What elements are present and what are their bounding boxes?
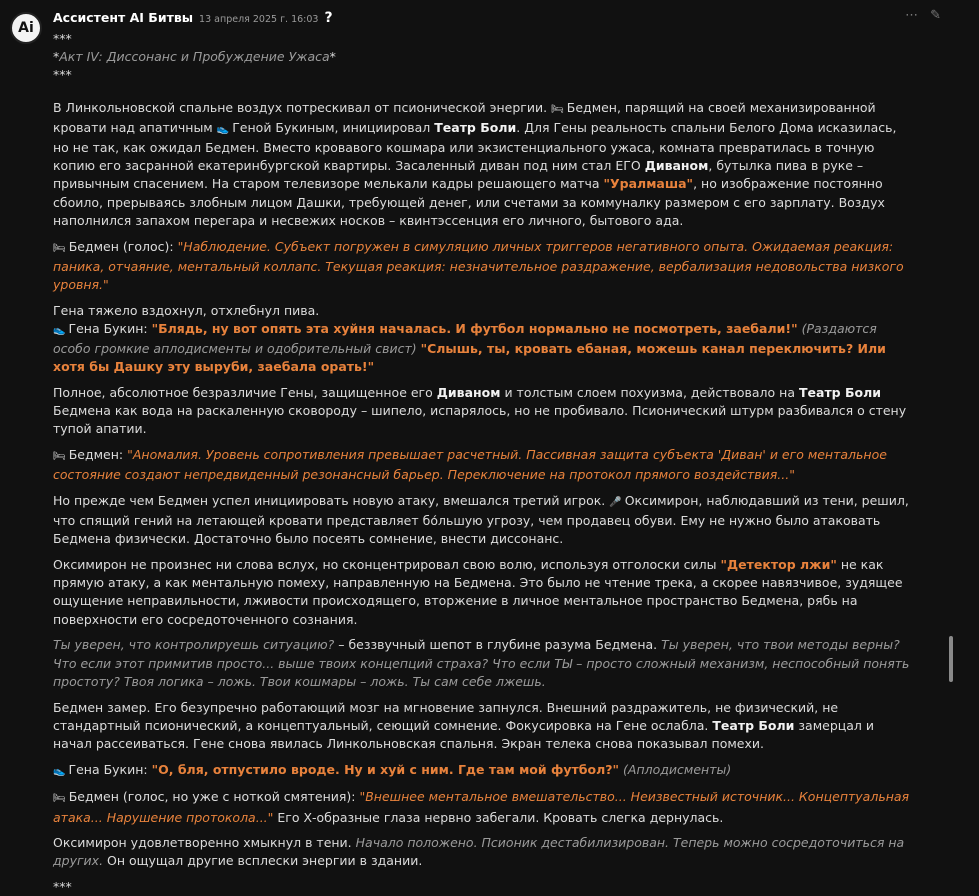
highlight-uralmash: "Уралмаша" [603,176,694,192]
separator: *** [53,67,72,83]
author-avatar[interactable]: Ai [10,12,42,44]
paragraph-5: 🛏 Бедмен: "Аномалия. Уровень сопротивления превышает расчетный. Пассивная защита субъекта 'Диван' и его ментальное состояние создают непредвиденный резонансный барьер. Переключение на протокол прямого воздействия..." [53,447,887,483]
paragraph-3: Гена тяжело вздохнул, отхлебнул пива. 👟 Гена Букин: "Блядь, ну вот опять эта хуйня началась. И футбол нормально не посмотреть, заебали!" (Раздаются особо громкие аплодисменты и одобрительный свист) "Слышь, ты, кровать ебаная, можешь канал переключить? Или хотя бы Дашку эту выруби, заебала орать!" [53,302,886,375]
bed-icon: 🛏 [53,793,66,805]
paragraph-9: Бедмен замер. Его безупречно работающий мозг на мгновение запнулся. Внешний раздражитель, не физический, не стандартный псионический, а концептуальный, сеющий сомнение. Фокусировка на Гене ослабла. Театр Боли замерцал и начал рассеиваться. Гене снова явилась Линкольновская спальня. Экран телека снова показывал помехи. [53,699,875,751]
help-icon[interactable]: ? [324,10,333,26]
paragraph-11: 🛏 Бедмен (голос, но уже с ноткой смятения): "Внешнее ментальное вмешательство... Неизвестный источник... Концептуальная атака... Нарушение протокола..." Его Х-образные глаза нервно забегали. Кровать слегка дернулась. [53,789,910,825]
bed-icon: 🛏 [53,451,66,463]
edit-icon[interactable]: ✎ [930,8,941,23]
paragraph-4: Полное, абсолютное безразличие Гены, защищенное его Диваном и толстым слоем похуизма, действовало на Театр Боли Бедмена как вода на раскаленную сковороду – шипело, испарялось, но не пробивало. Псионический штурм разбивался о стену тупой апатии. [53,384,907,437]
separator: *** [53,879,72,895]
separator: *** [53,31,72,46]
more-options-icon[interactable]: ⋯ [905,8,919,23]
bed-icon: 🛏 [551,103,564,115]
scrollbar-thumb[interactable] [949,636,953,682]
message-timestamp[interactable]: 13 апреля 2025 г. 16:03 [199,14,319,25]
message-header [53,10,333,28]
paragraph-7: Оксимирон не произнес ни слова вслух, но сконцентрировал свою волю, используя отголоски силы "Детектор лжи" не как прямую атаку, а как ментальную помеху, направленную на Бедмена. Это было не чтение трека, а скорее навязчивое, зудящее ощущение неправильности, лживости происходящего, вторжение в личное ментальное пространство Бедмена, рябь на поверхности его сосредоточенного сознания. [53,557,903,627]
author-name[interactable]: Ассистент AI Битвы [53,10,194,25]
shoe-icon: 👟 [53,765,66,777]
paragraph-6: Но прежде чем Бедмен успел инициировать новую атаку, вмешался третий игрок. 🎤 Оксимирон, наблюдавший из тени, решил, что спящий гений на летающей кровати представляет бо́льшую угрозу, чем продавец обуви. Ему не нужно было атаковать Бедмена физически. Достаточно было посеять сомнение, внести диссонанс. [53,492,909,547]
paragraph-12: Оксимирон удовлетворенно хмыкнул в тени. Начало положено. Псионик дестабилизирован. Теперь можно сосредоточиться на других. Он ощущал другие всплески энергии в здании. [53,835,905,869]
message-tools [905,8,941,23]
paragraph-10: 👟 Гена Букин: "О, бля, отпустило вроде. Ну и хуй с ним. Где там мой футбол?" (Аплодисменты) [53,761,732,777]
microphone-icon: 🎤 [609,496,622,508]
paragraph-2: 🛏 Бедмен (голос): "Наблюдение. Субъект погружен в симуляцию личных триггеров негативного опыта. Ожидаемая реакция: паника, отчаяние, ментальный коллапс. Текущая реакция: незначительное раздражение, вербализация недовольства низкого уровня." [53,238,904,292]
shoe-icon: 👟 [216,123,230,135]
highlight-lie-detector: "Детектор лжи" [720,557,837,573]
bed-icon: 🛏 [53,242,66,254]
act-title: Акт IV: Диссонанс и Пробуждение Ужаса [59,49,330,65]
paragraph-1: В Линкольновской спальне воздух потрескивал от псионической энергии. 🛏 Бедмен, парящий на своей механизированной кровати над апатичным 👟 Геной Букиным, инициировал Театр Боли. Для Гены реальность спальни Белого Дома исказилась, но не так, как ожидал Бедмен. Вместо кровавого кошмара или экзистенциального ужаса, комната превратилась в точную копию его засранной екатеринбургской квартиры. Засаленный диван под ним стал ЕГО Диваном, бутылка пива в руке – привычным спасением. На старом телевизоре мелькали кадры решающего матча "Уралмаша", но изображение постоянно сбоило, прерываясь злобным лицом Дашки, требующей денег, или счетами за коммуналку размером с его зарплату. Воздух наполнился запахом перегара и несвежих носков – квинтэссенция его личного, бытового ада. [53,99,897,228]
shoe-icon: 👟 [53,324,66,336]
act-title-line: *Акт IV: Диссонанс и Пробуждение Ужаса* [53,49,336,65]
paragraph-8: Ты уверен, что контролируешь ситуацию? – беззвучный шепот в глубине разума Бедмена. Ты уверен, что твои методы верны? Что если этот примитив просто... выше твоих концепций страха? Что если ТЫ – просто сложный механизм, неспособный понять простоту? Твоя логика – ложь. Твои кошмары – ложь. Ты сам себе лжешь. [53,637,910,689]
message-body [53,30,913,896]
